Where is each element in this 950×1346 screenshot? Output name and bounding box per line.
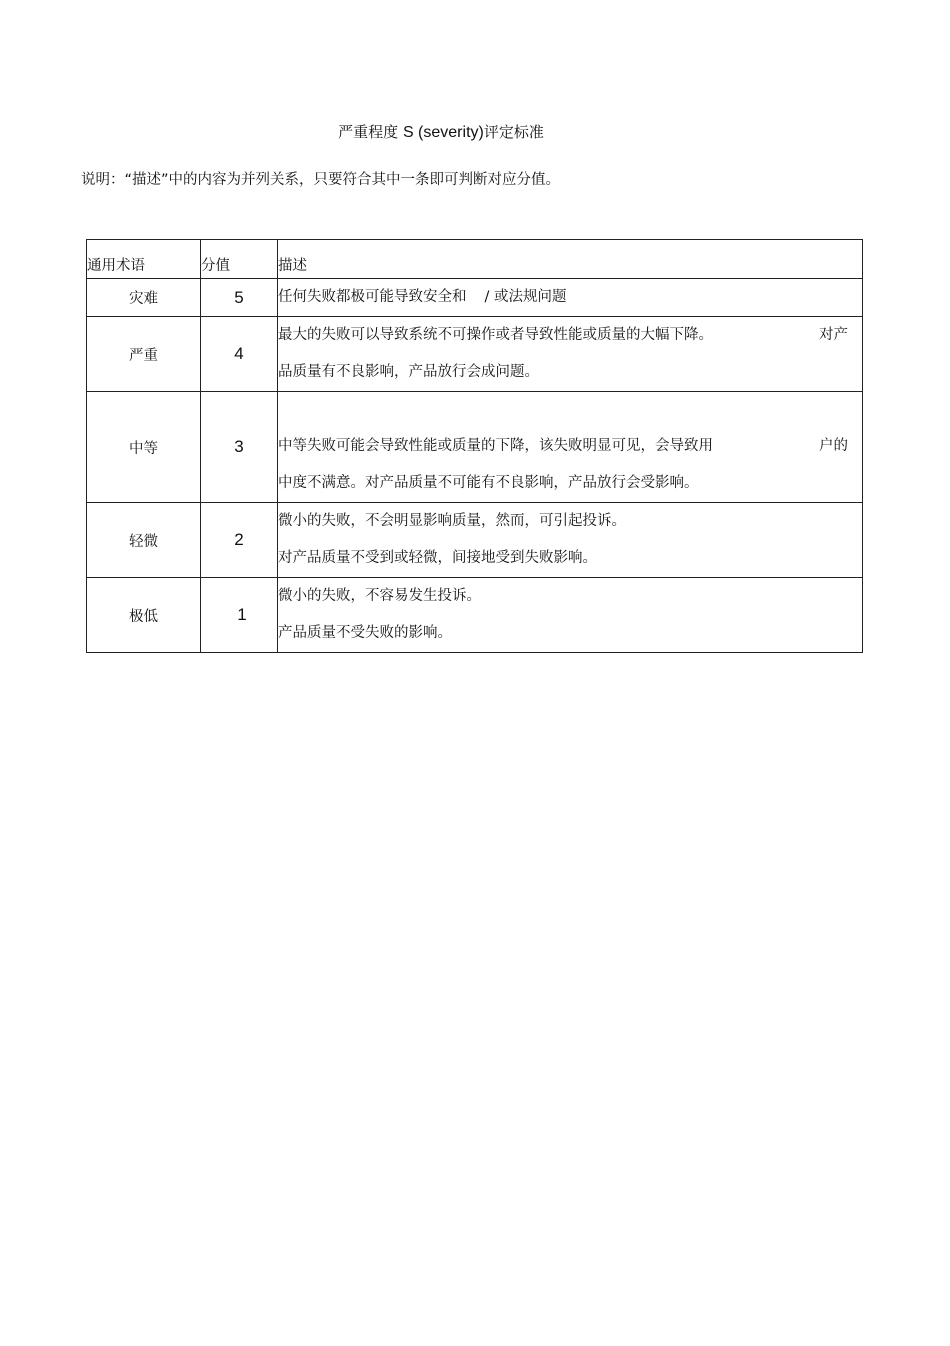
title-cn-right: 评定标准 (483, 123, 544, 141)
header-description (278, 240, 863, 279)
term-cell: 灾难 (87, 279, 201, 317)
description-line (278, 615, 862, 652)
description-line (278, 540, 862, 577)
table-header-row (87, 240, 863, 279)
description-cell (278, 503, 863, 578)
score-cell: 2 (201, 503, 278, 578)
term-cell: 轻微 (87, 503, 201, 578)
description-text-cont: 对产 (819, 327, 848, 343)
header-term-label: 通用术语 (87, 258, 145, 274)
score-cell: 5 (201, 279, 278, 317)
term-cell: 中等 (87, 392, 201, 503)
table-row (87, 392, 863, 503)
header-score (201, 240, 278, 279)
description-text: 品质量有不良影响，产品放行会成问题。 (278, 364, 539, 380)
description-text: 对产品质量不受到或轻微，间接地受到失败影响。 (278, 550, 597, 566)
score-cell: 3 (201, 392, 278, 503)
description-cell (278, 578, 863, 653)
description-cell (278, 392, 863, 503)
page-title (0, 121, 882, 142)
table-row (87, 578, 863, 653)
description-text: 微小的失败，不容易发生投诉。 (278, 588, 481, 604)
table-row (87, 503, 863, 578)
description-text: 任何失败都极可能导致安全和 (278, 289, 467, 305)
description-spacer (278, 393, 862, 428)
score-cell: 4 (201, 317, 278, 392)
description-text: 最大的失败可以导致系统不可操作或者导致性能或质量的大幅下降。 (278, 327, 713, 343)
severity-table (86, 239, 863, 653)
description-text-cont: / 或法规问题 (484, 289, 567, 305)
description-cell (278, 317, 863, 392)
term-cell: 极低 (87, 578, 201, 653)
description-text-cont: 户的 (819, 437, 848, 454)
description-line (278, 428, 862, 465)
description-text: 中度不满意。对产品质量不可能有不良影响，产品放行会受影响。 (278, 474, 699, 491)
description-line (278, 354, 862, 391)
term-cell: 严重 (87, 317, 201, 392)
header-description-label: 描述 (278, 258, 307, 274)
description-line (278, 578, 862, 615)
title-latin: S (severity) (402, 124, 484, 141)
header-score-label: 分值 (201, 258, 230, 274)
description-line (278, 503, 862, 540)
description-line (278, 465, 862, 502)
table-row (87, 317, 863, 392)
description-text: 产品质量不受失败的影响。 (278, 625, 452, 641)
explanation-note: 说明：“描述”中的内容为并列关系，只要符合其中一条即可判断对应分值。 (81, 172, 561, 188)
description-text: 微小的失败，不会明显影响质量，然而，可引起投诉。 (278, 513, 626, 529)
title-cn-left: 严重程度 (338, 123, 399, 141)
score-cell: 1 (201, 578, 278, 653)
description-text: 中等失败可能会导致性能或质量的下降，该失败明显可见，会导致用 (278, 437, 713, 454)
description-cell (278, 279, 863, 317)
description-line (278, 317, 862, 354)
header-term (87, 240, 201, 279)
table-row (87, 279, 863, 317)
description-line (278, 279, 862, 316)
